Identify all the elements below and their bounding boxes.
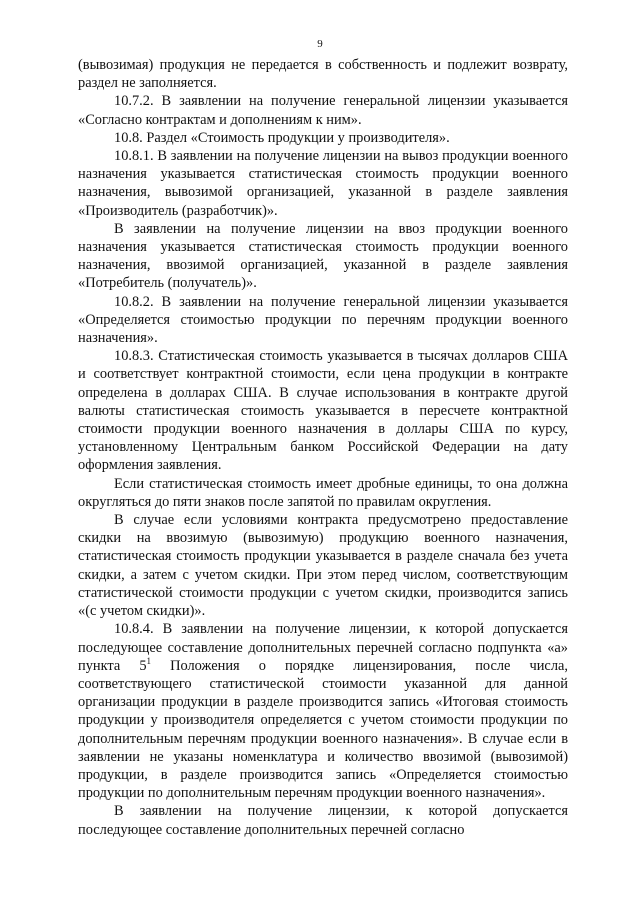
document-body	[78, 56, 568, 839]
paragraph-10-8-4	[78, 620, 568, 802]
paragraph: 10.8.1. В заявлении на получение лицензии на вывоз продукции военного назначения указывается статистическая стоимость продукции военного назначения, вывозимой организацией, указанной в разделе заявления «Производитель (разработчик)».	[78, 148, 568, 219]
paragraph-text: 10.8.4. В заявлении на получение лицензии, к которой допускается последующее составление дополнительных перечней согласно подпункта «а» пункта 5	[78, 621, 568, 674]
paragraph: 10.8.3. Статистическая стоимость указывается в тысячах долларов США и соответствует контрактной стоимости, если цена продукции в контракте определена в долларах США. В случае использования в контракте другой валюты статистическая стоимость указывается в пересчете контрактной стоимости продукции военного назначения в доллары США по курсу, установленному Центральным банком Российской Федерации на дату оформления заявления.	[78, 348, 568, 474]
paragraph: Если статистическая стоимость имеет дробные единицы, то она должна округляться до пяти знаков после запятой по правилам округления.	[78, 475, 568, 510]
superscript: 1	[146, 655, 152, 666]
paragraph: В заявлении на получение лицензии на ввоз продукции военного назначения указывается статистическая стоимость продукции военного назначения, ввозимой организацией, указанной в разделе заявления «Потребитель (получатель)».	[78, 220, 568, 292]
paragraph: В случае если условиями контракта предусмотрено предоставление скидки на ввозимую (вывозимую) продукцию военного назначения, статистическая стоимость продукции указывается в разделе сначала без учета скидки, а затем с учетом скидки. При этом перед числом, соответствующим статистической стоимости продукции с учетом скидки, производится запись «(с учетом скидки)».	[78, 512, 568, 620]
paragraph-text: Положения о порядке лицензирования, после числа, соответствующего статистической стоимости указанной для данной организации продукции в разделе производится запись «Итоговая стоимость продукции у производителя определяется с учетом стоимости продукции по дополнительным перечням продукции военного назначения». В случае если в заявлении не указаны номенклатура и количество ввозимой (вывозимой) продукции, в разделе производится запись «Определяется стоимостью продукции по дополнительным перечням продукции военного назначения».	[78, 657, 568, 802]
paragraph: 10.8. Раздел «Стоимость продукции у производителя».	[114, 129, 450, 146]
paragraph: (вывозимая) продукция не передается в собственность и подлежит возврату, раздел не заполняется.	[78, 57, 568, 92]
page-number: 9	[317, 38, 323, 50]
paragraph: 10.8.2. В заявлении на получение генеральной лицензии указывается «Определяется стоимостью продукции по перечням продукции военного назначения».	[78, 293, 568, 347]
paragraph-last: В заявлении на получение лицензии, к которой допускается последующее составление дополнительных перечней согласно	[78, 803, 568, 838]
paragraph: 10.7.2. В заявлении на получение генеральной лицензии указывается «Согласно контрактам и дополнениям к ним».	[78, 93, 568, 128]
